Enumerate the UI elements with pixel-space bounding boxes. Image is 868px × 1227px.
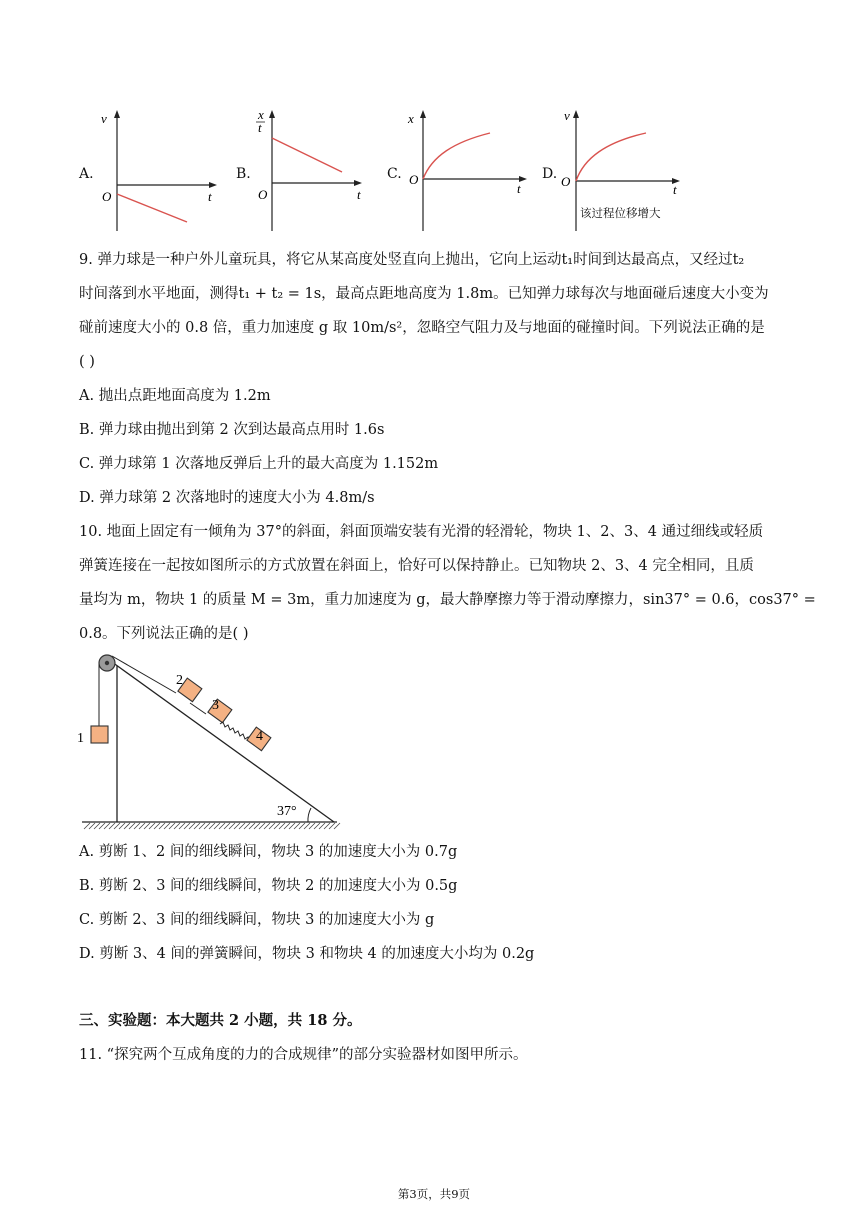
ground-hatch-mark [204, 823, 210, 829]
ground-hatch-mark [324, 823, 330, 829]
ground-hatch-mark [334, 823, 340, 829]
angle-label: 37° [277, 804, 297, 819]
graph-b-xlabel: t [357, 187, 361, 202]
q10-stem-line3: 量均为 m，物块 1 的质量 M = 3m，重力加速度为 g，最大静摩擦力等于滑动摩擦力，sin37° = 0.6，cos37° = [79, 592, 816, 608]
option-b-letter: B. [236, 166, 251, 182]
block-1-label: 1 [77, 731, 84, 746]
graph-a-curve [117, 194, 187, 222]
incline-figure [72, 648, 347, 837]
ground-hatch-mark [304, 823, 310, 829]
q9-option-b: B. 弹力球由抛出到第 2 次到达最高点用时 1.6s [79, 422, 385, 438]
q10-option-b: B. 剪断 2、3 间的细线瞬间，物块 2 的加速度大小为 0.5g [79, 878, 458, 894]
ground-hatch-mark [219, 823, 225, 829]
ground-hatch-mark [179, 823, 185, 829]
angle-arc [308, 808, 311, 822]
ground-hatch-mark [129, 823, 135, 829]
option-a-letter: A. [79, 166, 94, 182]
q11-stem: 11. “探究两个互成角度的力的合成规律”的部分实验器材如图甲所示。 [79, 1047, 528, 1063]
graph-d-curve [576, 133, 646, 181]
q9-option-a: A. 抛出点距地面高度为 1.2m [79, 388, 271, 404]
ground-hatch-mark [159, 823, 165, 829]
graph-d-xlabel: t [673, 182, 677, 197]
block-1 [91, 726, 108, 743]
graph-c [402, 108, 537, 237]
graph-c-ylabel: x [408, 111, 414, 126]
graph-b [250, 108, 380, 237]
ground-hatch-mark [134, 823, 140, 829]
graph-a [95, 108, 225, 237]
ground-hatch-mark [319, 823, 325, 829]
ground-hatch-mark [124, 823, 130, 829]
q9-option-d: D. 弹力球第 2 次落地时的速度大小为 4.8m/s [79, 490, 375, 506]
ground-hatch-mark [194, 823, 200, 829]
block-4-label: 4 [256, 729, 263, 744]
incline-slope [112, 662, 334, 822]
page-footer: 第3页，共9页 [397, 1187, 471, 1201]
ground-hatch-mark [209, 823, 215, 829]
graph-a-ylabel: v [101, 111, 107, 126]
q9-stem-line1: 9. 弹力球是一种户外儿童玩具，将它从某高度处竖直向上抛出，它向上运动t₁时间到达最高点，又经过t₂ [79, 252, 745, 268]
graph-a-xlabel: t [208, 189, 212, 204]
ground-hatch-mark [99, 823, 105, 829]
ground-hatch-mark [299, 823, 305, 829]
ground-hatch-mark [189, 823, 195, 829]
ground-hatch-mark [289, 823, 295, 829]
ground-hatch-mark [104, 823, 110, 829]
q9-stem-line3: 碰前速度大小的 0.8 倍，重力加速度 g 取 10m/s²，忽略空气阻力及与地面的碰撞时间。下列说法正确的是 [79, 320, 765, 336]
graph-b-ylabel-num: x [258, 107, 264, 122]
graph-a-x-arrow [209, 182, 217, 188]
graph-c-curve [423, 133, 490, 179]
graph-c-xlabel: t [517, 181, 521, 196]
ground-hatch-mark [269, 823, 275, 829]
pulley-axle [105, 661, 109, 665]
q10-stem-line1: 10. 地面上固定有一倾角为 37°的斜面，斜面顶端安装有光滑的轻滑轮，物块 1、2、3、4 通过细线或轻质 [79, 524, 764, 540]
q9-option-c: C. 弹力球第 1 次落地反弹后上升的最大高度为 1.152m [79, 456, 439, 472]
graph-c-y-arrow [420, 110, 426, 118]
ground-hatch-mark [199, 823, 205, 829]
ground-hatch-mark [309, 823, 315, 829]
ground-hatch-mark [184, 823, 190, 829]
option-d-letter: D. [542, 166, 558, 182]
ground-hatch-mark [139, 823, 145, 829]
block-3-label: 3 [212, 698, 219, 713]
graph-a-y-arrow [114, 110, 120, 118]
q10-option-a: A. 剪断 1、2 间的细线瞬间，物块 3 的加速度大小为 0.7g [79, 844, 458, 860]
ground-hatch-mark [284, 823, 290, 829]
ground-hatch-mark [259, 823, 265, 829]
ground-hatch-mark [169, 823, 175, 829]
ground-hatch-mark [144, 823, 150, 829]
ground-hatch-mark [154, 823, 160, 829]
ground-hatch-mark [229, 823, 235, 829]
q9-stem-line2: 时间落到水平地面，测得t₁ + t₂ = 1s，最高点距地高度为 1.8m。已知弹力球每次与地面碰后速度大小变为 [79, 286, 769, 302]
graph-b-y-arrow [269, 110, 275, 118]
graph-d-ylabel: v [564, 108, 570, 123]
ground-hatch-mark [329, 823, 335, 829]
ground-hatch-mark [239, 823, 245, 829]
ground-hatch-mark [114, 823, 120, 829]
ground-hatch-mark [224, 823, 230, 829]
string-pulley-block2 [112, 656, 176, 693]
ground-hatch-mark [214, 823, 220, 829]
ground-hatch-mark [279, 823, 285, 829]
ground-hatch-mark [249, 823, 255, 829]
block-2-label: 2 [176, 673, 183, 688]
q10-option-d: D. 剪断 3、4 间的弹簧瞬间，物块 3 和物块 4 的加速度大小均为 0.2g [79, 946, 535, 962]
option-c-letter: C. [387, 166, 402, 182]
ground-hatch-mark [109, 823, 115, 829]
graph-c-svg [402, 108, 537, 233]
ground-hatch-mark [274, 823, 280, 829]
graph-b-x-arrow [354, 180, 362, 186]
graph-a-svg [95, 108, 225, 233]
ground-hatch-mark [264, 823, 270, 829]
graph-d-origin: O [561, 174, 571, 189]
string-block2-block3 [190, 703, 206, 714]
graph-b-origin: O [258, 187, 268, 202]
section-3-heading: 三、实验题：本大题共 2 小题，共 18 分。 [79, 1012, 362, 1029]
ground-hatch-mark [314, 823, 320, 829]
ground-hatch-mark [294, 823, 300, 829]
ground-hatch-mark [164, 823, 170, 829]
q10-stem-line4: 0.8。下列说法正确的是( ) [79, 626, 249, 642]
ground-hatch [84, 823, 340, 829]
ground-hatch-mark [174, 823, 180, 829]
ground-hatch-mark [234, 823, 240, 829]
ground-hatch-mark [94, 823, 100, 829]
ground-hatch-mark [119, 823, 125, 829]
q10-stem-line2: 弹簧连接在一起按如图所示的方式放置在斜面上，恰好可以保持静止。已知物块 2、3、4 完全相同，且质 [79, 558, 754, 574]
graph-d-y-arrow [573, 110, 579, 118]
graph-d-note: 该过程位移增大 [580, 206, 661, 220]
ground-hatch-mark [254, 823, 260, 829]
graph-b-svg [250, 108, 380, 233]
graph-c-origin: O [409, 172, 419, 187]
ground-hatch-mark [84, 823, 90, 829]
incline-svg [72, 648, 347, 833]
q10-option-c: C. 剪断 2、3 间的细线瞬间，物块 3 的加速度大小为 g [79, 912, 435, 928]
ground-hatch-mark [149, 823, 155, 829]
ground-hatch-mark [244, 823, 250, 829]
graph-b-ylabel-den: t [258, 120, 262, 135]
q9-stem-line4: ( ) [79, 354, 95, 370]
ground-hatch-mark [89, 823, 95, 829]
graph-b-curve [272, 138, 342, 172]
graph-a-origin: O [102, 189, 112, 204]
